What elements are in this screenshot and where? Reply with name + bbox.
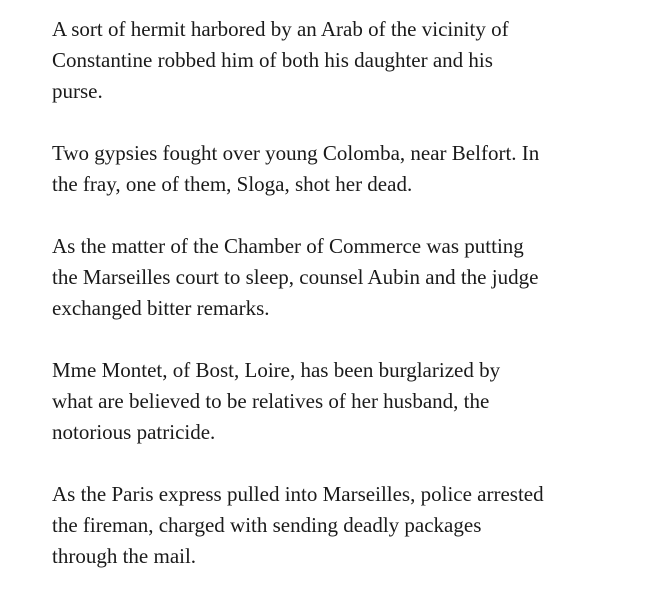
document-body — [52, 14, 622, 603]
paragraph-chamber-of-commerce — [52, 231, 622, 324]
paragraph-line: notorious patricide. — [52, 420, 216, 444]
paragraph-line: what are believed to be relatives of her husband, the — [52, 389, 490, 413]
paragraph-line: the fireman, charged with sending deadly packages — [52, 513, 482, 537]
paragraph-line: through the mail. — [52, 544, 197, 568]
paragraph-line: Constantine robbed him of both his daughter and his — [52, 48, 493, 72]
paragraph-mme-montet — [52, 355, 622, 448]
paragraph-line: A sort of hermit harbored by an Arab of the vicinity of — [52, 17, 509, 41]
paragraph-line: Mme Montet, of Bost, Loire, has been burglarized by — [52, 358, 501, 382]
paragraph-line: the Marseilles court to sleep, counsel Aubin and the judge — [52, 265, 539, 289]
paragraph-line: As the Paris express pulled into Marseilles, police arrested — [52, 482, 544, 506]
paragraph-line: Two gypsies fought over young Colomba, near Belfort. In — [52, 141, 540, 165]
paragraph-line: purse. — [52, 79, 103, 103]
paragraph-line: exchanged bitter remarks. — [52, 296, 270, 320]
paragraph-paris-express — [52, 479, 622, 572]
paragraph-hermit — [52, 14, 622, 107]
paragraph-line: As the matter of the Chamber of Commerce was putting — [52, 234, 524, 258]
paragraph-line: the fray, one of them, Sloga, shot her dead. — [52, 172, 413, 196]
paragraph-gypsies — [52, 138, 622, 200]
